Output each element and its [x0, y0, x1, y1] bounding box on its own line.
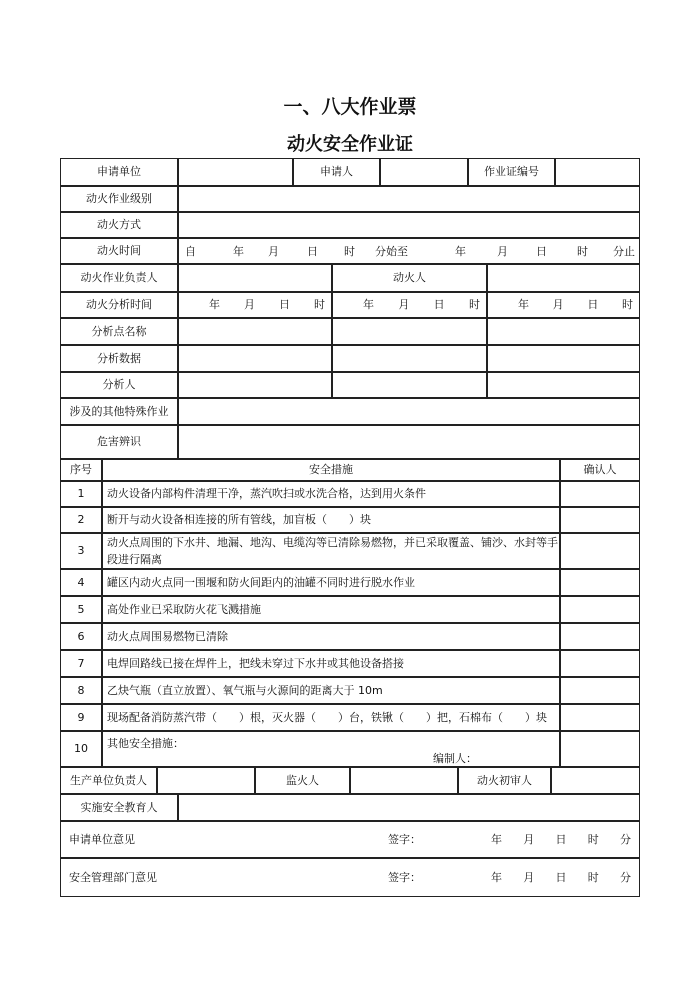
month-text: 月 — [523, 870, 535, 884]
time-month: 月 — [268, 245, 279, 258]
minute-text: 分 — [620, 870, 631, 884]
day-text: 日 — [555, 870, 567, 884]
confirm-field[interactable] — [560, 596, 640, 623]
main-title: 一、八大作业票 — [283, 96, 417, 118]
edu-field[interactable] — [178, 794, 640, 821]
measure-text — [102, 650, 560, 677]
sign-text: 签字： — [388, 832, 421, 846]
day-text: 日 — [587, 298, 599, 312]
time-label: 动火时间 — [60, 238, 178, 264]
measure-text — [102, 533, 560, 569]
permit-no-label: 作业证编号 — [468, 158, 555, 186]
applicant-unit-field[interactable] — [178, 158, 293, 186]
method-label: 动火方式 — [60, 212, 178, 238]
method-field[interactable] — [178, 212, 640, 238]
other-special-field[interactable] — [178, 398, 640, 425]
level-field[interactable] — [178, 186, 640, 212]
time-year-end: 年 — [455, 245, 466, 258]
measure-text-content: 高处作业已采取防火花飞溅措施 — [107, 602, 261, 616]
confirm-field[interactable] — [560, 731, 640, 767]
month-text: 月 — [523, 832, 535, 846]
measure-text — [102, 569, 560, 596]
measure-no-header: 序号 — [60, 459, 102, 481]
year-text: 年 — [363, 298, 374, 312]
measure-text-content: 动火点周围的下水井、地漏、地沟、电缆沟等已清除易燃物，并已采取覆盖、铺沙、水封等手段进行隔离 — [107, 535, 558, 566]
confirm-field[interactable] — [560, 533, 640, 569]
time-field[interactable] — [178, 238, 640, 264]
measure-no: 5 — [60, 596, 102, 623]
confirm-field[interactable] — [560, 677, 640, 704]
month-text: 月 — [244, 298, 255, 312]
year-text: 年 — [491, 832, 502, 846]
hour-text: 时 — [587, 870, 599, 884]
applicant-field[interactable] — [380, 158, 468, 186]
minute-text: 分 — [620, 832, 631, 846]
person-field[interactable] — [487, 264, 640, 292]
measure-text-content: 现场配备消防蒸汽带（ ）根，灭火器（ ）台，铁锹（ ）把，石棉布（ ）块 — [107, 710, 547, 724]
measure-text — [102, 677, 560, 704]
measure-text-content: 断开与动火设备相连接的所有管线，加盲板（ ）块 — [107, 513, 371, 527]
confirm-header: 确认人 — [560, 459, 640, 481]
measure-text — [102, 731, 560, 767]
measure-no: 7 — [60, 650, 102, 677]
analyst-field-1[interactable] — [178, 372, 332, 398]
measure-no: 6 — [60, 623, 102, 650]
analyst-field-2[interactable] — [332, 372, 487, 398]
time-end: 分止 — [613, 245, 635, 258]
analysis-time-field-2[interactable] — [332, 292, 487, 318]
month-text: 月 — [398, 298, 410, 312]
analysis-point-field-3[interactable] — [487, 318, 640, 345]
time-day-end: 日 — [536, 245, 547, 258]
day-text: 日 — [433, 298, 445, 312]
hour-text: 时 — [468, 298, 480, 312]
day-text: 日 — [279, 298, 290, 312]
analysis-point-label: 分析点名称 — [60, 318, 178, 345]
sign-text: 签字： — [388, 870, 421, 884]
level-label: 动火作业级别 — [60, 186, 178, 212]
measure-no: 4 — [60, 569, 102, 596]
time-start: 分始至 — [375, 245, 408, 258]
analysis-time-label: 动火分析时间 — [60, 292, 178, 318]
measure-text — [102, 481, 560, 507]
measure-text-content: 电焊回路线已接在焊件上，把线未穿过下水井或其他设备搭接 — [107, 656, 404, 670]
edu-label: 实施安全教育人 — [60, 794, 178, 821]
time-hour: 时 — [344, 245, 355, 258]
measure-text-content: 乙炔气瓶（直立放置）、氧气瓶与火源间的距离大于 10m — [107, 683, 383, 697]
person-label: 动火人 — [332, 264, 487, 292]
measure-text-content: 动火设备内部构件清理干净，蒸汽吹扫或水洗合格，达到用火条件 — [107, 487, 426, 501]
compiler-label: 编制人： — [433, 752, 477, 765]
hazard-label: 危害辨识 — [60, 425, 178, 459]
first-review-label: 动火初审人 — [458, 767, 551, 794]
confirm-field[interactable] — [560, 623, 640, 650]
measure-text — [102, 704, 560, 731]
measure-text-content: 动火点周围易燃物已清除 — [107, 629, 228, 643]
time-from: 自 — [185, 245, 196, 258]
hour-text: 时 — [587, 832, 599, 846]
opinion-label: 安全管理部门意见 — [69, 870, 157, 884]
applicant-label: 申请人 — [293, 158, 380, 186]
analysis-time-field-1[interactable] — [178, 292, 332, 318]
measure-no: 9 — [60, 704, 102, 731]
measure-text-content: 其他安全措施： — [107, 737, 184, 750]
year-text: 年 — [491, 870, 502, 884]
hour-text: 时 — [314, 298, 325, 312]
confirm-field[interactable] — [560, 481, 640, 507]
time-day: 日 — [307, 245, 318, 258]
measure-no: 10 — [60, 731, 102, 767]
opinion-label: 申请单位意见 — [69, 832, 135, 846]
confirm-field[interactable] — [560, 569, 640, 596]
confirm-field[interactable] — [560, 704, 640, 731]
time-hour-end: 时 — [577, 245, 588, 258]
measure-text-content: 罐区内动火点同一围堰和防火间距内的油罐不同时进行脱水作业 — [107, 575, 415, 589]
measure-no: 1 — [60, 481, 102, 507]
leader-label: 动火作业负责人 — [60, 264, 178, 292]
other-special-label: 涉及的其他特殊作业 — [60, 398, 178, 425]
time-month-end: 月 — [497, 245, 508, 258]
year-text: 年 — [518, 298, 529, 312]
measure-text — [102, 596, 560, 623]
analysis-data-field-1[interactable] — [178, 345, 332, 372]
analysis-data-field-2[interactable] — [332, 345, 487, 372]
measure-no: 8 — [60, 677, 102, 704]
measure-no: 3 — [60, 533, 102, 569]
form-title: 动火安全作业证 — [287, 134, 413, 155]
leader-field[interactable] — [178, 264, 332, 292]
measure-header: 安全措施 — [102, 459, 560, 481]
prod-leader-label: 生产单位负责人 — [60, 767, 157, 794]
measure-no: 2 — [60, 507, 102, 533]
analysis-data-field-3[interactable] — [487, 345, 640, 372]
analysis-data-label: 分析数据 — [60, 345, 178, 372]
analyst-field-3[interactable] — [487, 372, 640, 398]
analysis-point-field-1[interactable] — [178, 318, 332, 345]
monitor-label: 监火人 — [255, 767, 350, 794]
monitor-field[interactable] — [350, 767, 458, 794]
measure-text — [102, 507, 560, 533]
opinion-row-2[interactable] — [60, 858, 640, 897]
confirm-field[interactable] — [560, 507, 640, 533]
year-text: 年 — [209, 298, 220, 312]
permit-no-field[interactable] — [555, 158, 640, 186]
applicant-unit-label: 申请单位 — [60, 158, 178, 186]
opinion-row-1[interactable] — [60, 821, 640, 858]
hour-text: 时 — [621, 298, 633, 312]
day-text: 日 — [555, 832, 567, 846]
month-text: 月 — [552, 298, 564, 312]
time-year: 年 — [233, 245, 244, 258]
prod-leader-field[interactable] — [157, 767, 255, 794]
analysis-point-field-2[interactable] — [332, 318, 487, 345]
confirm-field[interactable] — [560, 650, 640, 677]
analysis-time-field-3[interactable] — [487, 292, 640, 318]
measure-text — [102, 623, 560, 650]
analyst-label: 分析人 — [60, 372, 178, 398]
hazard-field[interactable] — [178, 425, 640, 459]
first-review-field[interactable] — [551, 767, 640, 794]
